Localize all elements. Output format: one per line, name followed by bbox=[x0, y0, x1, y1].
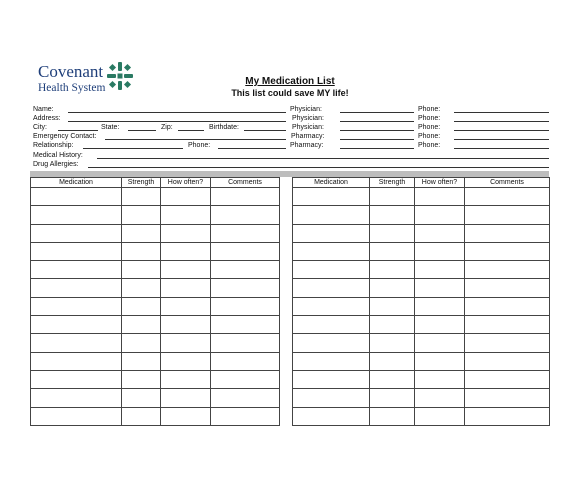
emergency-phone-field[interactable] bbox=[218, 148, 286, 149]
header-how-often: How often? bbox=[161, 178, 211, 188]
strength-cell[interactable] bbox=[370, 407, 415, 425]
physician-field-2[interactable] bbox=[340, 121, 414, 122]
pharmacy-label-1: Pharmacy: bbox=[291, 133, 325, 140]
table-row bbox=[31, 352, 280, 370]
address-label: Address: bbox=[33, 115, 61, 122]
table-row bbox=[293, 370, 550, 388]
comments-cell[interactable] bbox=[465, 297, 550, 315]
strength-cell[interactable] bbox=[370, 242, 415, 260]
how-often-cell[interactable] bbox=[161, 297, 211, 315]
table-row bbox=[31, 242, 280, 260]
strength-cell[interactable] bbox=[122, 279, 161, 297]
how-often-cell[interactable] bbox=[161, 407, 211, 425]
comments-cell[interactable] bbox=[211, 279, 280, 297]
comments-cell[interactable] bbox=[465, 389, 550, 407]
comments-cell[interactable] bbox=[465, 407, 550, 425]
name-label: Name: bbox=[33, 106, 54, 113]
table-row bbox=[31, 316, 280, 334]
comments-cell[interactable] bbox=[211, 389, 280, 407]
comments-cell[interactable] bbox=[465, 206, 550, 224]
medication-cell[interactable] bbox=[293, 316, 370, 334]
header-strength: Strength bbox=[122, 178, 161, 188]
pharmacy-phone-label-2: Phone: bbox=[418, 142, 441, 149]
how-often-cell[interactable] bbox=[415, 352, 465, 370]
how-often-cell[interactable] bbox=[161, 206, 211, 224]
strength-cell[interactable] bbox=[370, 206, 415, 224]
physician-phone-label-3: Phone: bbox=[418, 124, 441, 131]
table-row bbox=[293, 261, 550, 279]
medication-cell[interactable] bbox=[31, 242, 122, 260]
medication-cell[interactable] bbox=[31, 188, 122, 206]
strength-cell[interactable] bbox=[370, 279, 415, 297]
address-field[interactable] bbox=[68, 121, 286, 122]
comments-cell[interactable] bbox=[211, 407, 280, 425]
strength-cell[interactable] bbox=[122, 389, 161, 407]
physician-label-1: Physician: bbox=[290, 106, 322, 113]
zip-field[interactable] bbox=[178, 130, 204, 131]
medication-cell[interactable] bbox=[293, 206, 370, 224]
how-often-cell[interactable] bbox=[415, 279, 465, 297]
pharmacy-label-2: Pharmacy: bbox=[290, 142, 324, 149]
comments-cell[interactable] bbox=[211, 316, 280, 334]
comments-cell[interactable] bbox=[465, 316, 550, 334]
how-often-cell[interactable] bbox=[415, 242, 465, 260]
comments-cell[interactable] bbox=[211, 370, 280, 388]
table-row bbox=[293, 352, 550, 370]
medication-cell[interactable] bbox=[293, 334, 370, 352]
strength-cell[interactable] bbox=[122, 242, 161, 260]
comments-cell[interactable] bbox=[211, 352, 280, 370]
medication-cell[interactable] bbox=[31, 316, 122, 334]
how-often-cell[interactable] bbox=[415, 206, 465, 224]
how-often-cell[interactable] bbox=[161, 188, 211, 206]
medication-cell[interactable] bbox=[293, 297, 370, 315]
physician-phone-field-1[interactable] bbox=[454, 112, 549, 113]
comments-cell[interactable] bbox=[465, 242, 550, 260]
comments-cell[interactable] bbox=[465, 370, 550, 388]
how-often-cell[interactable] bbox=[161, 316, 211, 334]
physician-label-3: Physician: bbox=[292, 124, 324, 131]
table-row bbox=[293, 297, 550, 315]
zip-label: Zip: bbox=[161, 124, 173, 131]
comments-cell[interactable] bbox=[211, 188, 280, 206]
logo-line-1: Covenant bbox=[38, 62, 104, 81]
medication-cell[interactable] bbox=[31, 279, 122, 297]
strength-cell[interactable] bbox=[122, 206, 161, 224]
medication-cell[interactable] bbox=[293, 242, 370, 260]
how-often-cell[interactable] bbox=[161, 370, 211, 388]
how-often-cell[interactable] bbox=[415, 407, 465, 425]
how-often-cell[interactable] bbox=[415, 188, 465, 206]
comments-cell[interactable] bbox=[465, 352, 550, 370]
how-often-cell[interactable] bbox=[161, 334, 211, 352]
how-often-cell[interactable] bbox=[415, 370, 465, 388]
physician-field-1[interactable] bbox=[340, 112, 414, 113]
comments-cell[interactable] bbox=[465, 334, 550, 352]
relationship-field[interactable] bbox=[83, 148, 183, 149]
birthdate-field[interactable] bbox=[244, 130, 286, 131]
comments-cell[interactable] bbox=[211, 334, 280, 352]
medication-cell[interactable] bbox=[31, 297, 122, 315]
comments-cell[interactable] bbox=[465, 188, 550, 206]
strength-cell[interactable] bbox=[122, 261, 161, 279]
comments-cell[interactable] bbox=[465, 279, 550, 297]
medication-cell[interactable] bbox=[31, 224, 122, 242]
how-often-cell[interactable] bbox=[161, 389, 211, 407]
table-row bbox=[31, 224, 280, 242]
drug-allergies-field[interactable] bbox=[88, 167, 549, 168]
table-row bbox=[293, 407, 550, 425]
table-row bbox=[31, 188, 280, 206]
table-row bbox=[31, 389, 280, 407]
logo-line-2: Health System bbox=[38, 82, 106, 94]
strength-cell[interactable] bbox=[122, 224, 161, 242]
page-title: My Medication List bbox=[245, 76, 335, 87]
medication-cell[interactable] bbox=[293, 224, 370, 242]
how-often-cell[interactable] bbox=[161, 279, 211, 297]
name-field[interactable] bbox=[68, 112, 286, 113]
medication-cell[interactable] bbox=[31, 352, 122, 370]
table-row bbox=[31, 279, 280, 297]
pharmacy-field-2[interactable] bbox=[340, 148, 414, 149]
medication-table-left bbox=[30, 177, 280, 426]
relationship-label: Relationship: bbox=[33, 142, 74, 149]
strength-cell[interactable] bbox=[122, 188, 161, 206]
page-subtitle: This list could save MY life! bbox=[231, 88, 349, 98]
table-row bbox=[31, 261, 280, 279]
header-strength: Strength bbox=[370, 178, 415, 188]
strength-cell[interactable] bbox=[122, 407, 161, 425]
how-often-cell[interactable] bbox=[415, 389, 465, 407]
strength-cell[interactable] bbox=[370, 334, 415, 352]
pharmacy-phone-label-1: Phone: bbox=[418, 133, 441, 140]
covenant-logo bbox=[38, 62, 148, 98]
how-often-cell[interactable] bbox=[161, 224, 211, 242]
comments-cell[interactable] bbox=[211, 297, 280, 315]
header-comments: Comments bbox=[465, 178, 550, 188]
physician-phone-label-2: Phone: bbox=[418, 115, 441, 122]
how-often-cell[interactable] bbox=[161, 242, 211, 260]
how-often-cell[interactable] bbox=[415, 334, 465, 352]
strength-cell[interactable] bbox=[122, 334, 161, 352]
comments-cell[interactable] bbox=[465, 261, 550, 279]
strength-cell[interactable] bbox=[122, 297, 161, 315]
table-row bbox=[293, 334, 550, 352]
how-often-cell[interactable] bbox=[415, 297, 465, 315]
city-field[interactable] bbox=[58, 130, 98, 131]
strength-cell[interactable] bbox=[370, 370, 415, 388]
how-often-cell[interactable] bbox=[415, 316, 465, 334]
pharmacy-phone-field-2[interactable] bbox=[454, 148, 549, 149]
medication-cell[interactable] bbox=[293, 188, 370, 206]
physician-phone-label-1: Phone: bbox=[418, 106, 441, 113]
how-often-cell[interactable] bbox=[415, 224, 465, 242]
table-row bbox=[293, 389, 550, 407]
strength-cell[interactable] bbox=[370, 297, 415, 315]
strength-cell[interactable] bbox=[370, 261, 415, 279]
table-row bbox=[293, 224, 550, 242]
medication-table-right bbox=[292, 177, 550, 426]
medication-cell[interactable] bbox=[31, 370, 122, 388]
state-label: State: bbox=[101, 124, 120, 131]
how-often-cell[interactable] bbox=[161, 352, 211, 370]
physician-field-3[interactable] bbox=[340, 130, 414, 131]
how-often-cell[interactable] bbox=[415, 261, 465, 279]
state-field[interactable] bbox=[128, 130, 156, 131]
pharmacy-field-1[interactable] bbox=[340, 139, 414, 140]
strength-cell[interactable] bbox=[370, 389, 415, 407]
table-row bbox=[293, 279, 550, 297]
header-medication: Medication bbox=[31, 178, 122, 188]
header-comments: Comments bbox=[211, 178, 280, 188]
city-label: City: bbox=[33, 124, 47, 131]
table-row bbox=[31, 297, 280, 315]
table-row bbox=[293, 316, 550, 334]
strength-cell[interactable] bbox=[122, 352, 161, 370]
comments-cell[interactable] bbox=[211, 206, 280, 224]
table-row bbox=[293, 242, 550, 260]
physician-phone-field-2[interactable] bbox=[454, 121, 549, 122]
comments-cell[interactable] bbox=[211, 242, 280, 260]
strength-cell[interactable] bbox=[122, 316, 161, 334]
strength-cell[interactable] bbox=[122, 370, 161, 388]
table-row bbox=[31, 407, 280, 425]
how-often-cell[interactable] bbox=[161, 261, 211, 279]
physician-phone-field-3[interactable] bbox=[454, 130, 549, 131]
medication-cell[interactable] bbox=[293, 389, 370, 407]
strength-cell[interactable] bbox=[370, 224, 415, 242]
table-row bbox=[31, 370, 280, 388]
medication-cell[interactable] bbox=[293, 352, 370, 370]
table-row bbox=[293, 188, 550, 206]
medication-cell[interactable] bbox=[31, 206, 122, 224]
comments-cell[interactable] bbox=[211, 261, 280, 279]
medication-cell[interactable] bbox=[293, 407, 370, 425]
medication-cell[interactable] bbox=[293, 370, 370, 388]
birthdate-label: Birthdate: bbox=[209, 124, 239, 131]
header-medication: Medication bbox=[293, 178, 370, 188]
drug-allergies-label: Drug Allergies: bbox=[33, 161, 79, 168]
emergency-phone-label: Phone: bbox=[188, 142, 211, 149]
strength-cell[interactable] bbox=[370, 188, 415, 206]
physician-label-2: Physician: bbox=[292, 115, 324, 122]
strength-cell[interactable] bbox=[370, 352, 415, 370]
medication-cell[interactable] bbox=[31, 407, 122, 425]
emergency-contact-field[interactable] bbox=[105, 139, 286, 140]
medication-cell[interactable] bbox=[31, 389, 122, 407]
strength-cell[interactable] bbox=[370, 316, 415, 334]
table-row bbox=[31, 206, 280, 224]
pharmacy-phone-field-1[interactable] bbox=[454, 139, 549, 140]
header-how-often: How often? bbox=[415, 178, 465, 188]
cross-emblem-icon bbox=[107, 62, 133, 90]
medication-cell[interactable] bbox=[31, 334, 122, 352]
comments-cell[interactable] bbox=[465, 224, 550, 242]
table-row bbox=[31, 334, 280, 352]
medical-history-label: Medical History: bbox=[33, 152, 83, 159]
medication-cell[interactable] bbox=[31, 261, 122, 279]
emergency-contact-label: Emergency Contact: bbox=[33, 133, 97, 140]
comments-cell[interactable] bbox=[211, 224, 280, 242]
table-row bbox=[293, 206, 550, 224]
medical-history-field[interactable] bbox=[97, 158, 549, 159]
medication-cell[interactable] bbox=[293, 279, 370, 297]
medication-cell[interactable] bbox=[293, 261, 370, 279]
